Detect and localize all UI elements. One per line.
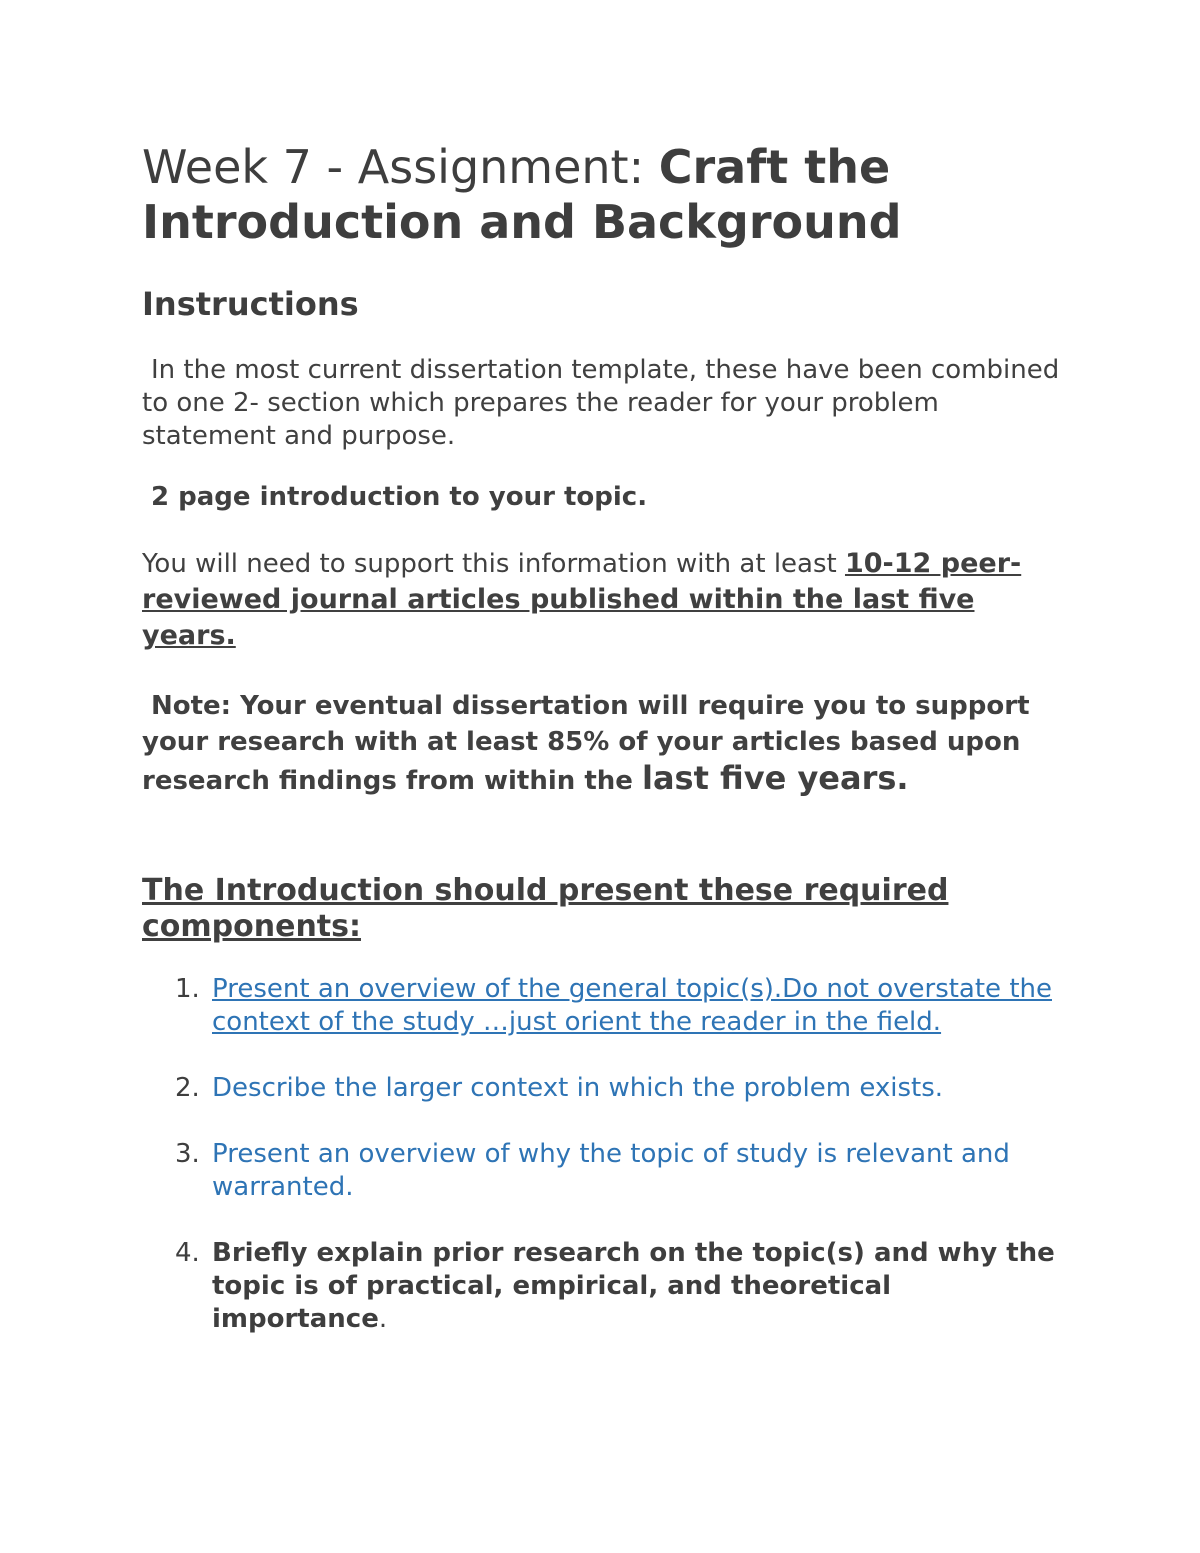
list-item xyxy=(142,1237,1072,1336)
list-item-text: Present an overview of why the topic of study is relevant and warranted. xyxy=(212,1139,1010,1202)
support-paragraph xyxy=(142,546,1072,654)
instructions-heading: Instructions xyxy=(142,285,359,323)
intro-paragraph: In the most current dissertation template, these have been combined to one 2- section which prepares the reader for your problem statement and purpose. xyxy=(142,355,1060,451)
list-number: 3. xyxy=(175,1139,200,1169)
list-item xyxy=(142,1072,1072,1105)
list-number: 2. xyxy=(175,1073,200,1103)
components-list xyxy=(142,973,1072,1336)
list-item xyxy=(142,1138,1072,1204)
note-text: Note: Your eventual dissertation will require you to support your research with at least 85% of your articles based upon research findings from within the xyxy=(142,691,1030,796)
list-item-text: Present an overview of the general topic(s).Do not overstate the context of the study …just orient the reader in the field. xyxy=(212,974,1052,1037)
title-prefix: Week 7 - Assignment: xyxy=(142,140,659,194)
components-heading: The Introduction should present these required components: xyxy=(142,873,949,944)
page-intro: 2 page introduction to your topic. xyxy=(151,482,648,512)
list-item-text: Describe the larger context in which the problem exists. xyxy=(212,1073,944,1103)
document-title xyxy=(142,140,1072,250)
list-number: 1. xyxy=(175,974,200,1004)
document-page xyxy=(142,140,1072,1369)
note-paragraph xyxy=(142,688,1072,799)
support-text: You will need to support this information with at least xyxy=(142,549,845,579)
support-emphasis: 10-12 peer-reviewed journal articles published within the last five years. xyxy=(142,548,1022,651)
list-item xyxy=(142,973,1072,1039)
list-number: 4. xyxy=(175,1238,200,1268)
list-item-text: Briefly explain prior research on the topic(s) and why the topic is of practical, empirical, and theoretical importance xyxy=(212,1238,1055,1334)
title-bold: Craft the Introduction and Background xyxy=(142,140,902,249)
note-big: last five years. xyxy=(641,759,909,797)
list-item-tail: . xyxy=(378,1304,388,1334)
